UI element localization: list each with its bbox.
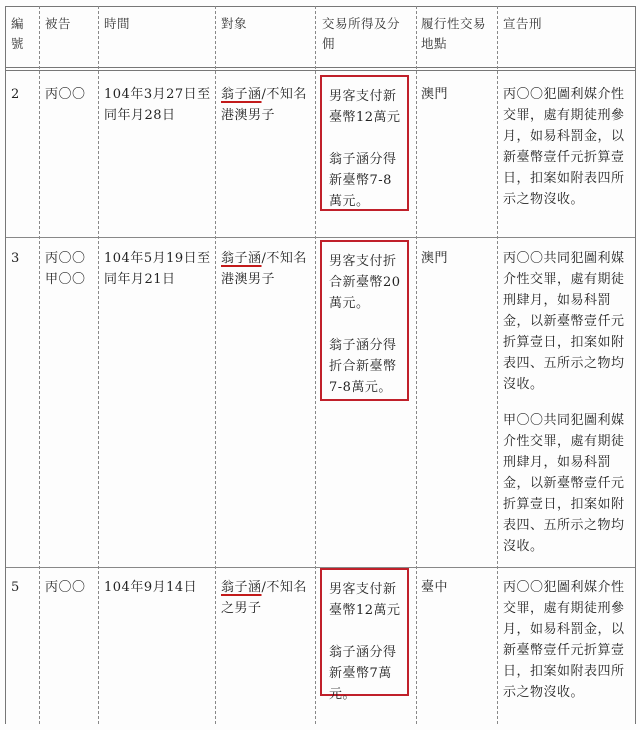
target-description: /不知名港澳男子 [221, 251, 307, 287]
column-divider [39, 6, 40, 724]
client-payment: 男客支付折合新臺幣20萬元。 [329, 254, 401, 311]
header-no: 編號 [11, 16, 25, 51]
target-name-underlined: 翁子涵 [221, 87, 262, 102]
transaction-place: 澳門 [421, 251, 449, 266]
column-divider [315, 6, 316, 724]
time-period: 104年3月27日至同年月28日 [104, 87, 211, 123]
sentence-text: 丙〇〇犯圖利媒介性交罪，處有期徒刑參月，如易科罰金，以新臺幣壹仟元折算壹日，扣案如附表四所示之物沒收。 [503, 580, 625, 700]
column-divider [497, 6, 498, 724]
transaction-place: 澳門 [421, 87, 449, 102]
target-name-underlined: 翁子涵 [221, 251, 262, 266]
sentence-text: 丙〇〇共同犯圖利媒介性交罪，處有期徒刑肆月，如易科罰金，以新臺幣壹仟元折算壹日，扣案如附表四、五所示之物均沒收。 [503, 251, 625, 392]
client-payment: 男客支付新臺幣12萬元 [329, 582, 401, 618]
income-highlight-box [320, 75, 409, 211]
case-number: 2 [11, 87, 20, 102]
case-number: 5 [11, 580, 20, 595]
sentence-text: 丙〇〇犯圖利媒介性交罪，處有期徒刑參月，如易科罰金，以新臺幣壹仟元折算壹日，扣案如附表四所示之物沒收。 [503, 87, 625, 207]
target-cell [221, 248, 313, 290]
header-defendant: 被告 [45, 16, 72, 31]
defendant-name: 丙〇〇 [45, 251, 86, 266]
income-highlight-box [320, 240, 409, 401]
client-payment: 男客支付新臺幣12萬元 [329, 89, 401, 125]
header-income: 交易所得及分佣 [322, 16, 401, 51]
target-cell [221, 577, 313, 619]
income-highlight-box [320, 568, 409, 702]
header-target: 對象 [221, 16, 248, 31]
row-divider [5, 237, 636, 238]
time-period: 104年5月19日至同年月21日 [104, 251, 211, 287]
header-bottom-border [5, 67, 636, 68]
target-description: /不知名港澳男子 [221, 87, 307, 123]
header-sentence: 宣告刑 [503, 16, 543, 31]
defendant-name: 丙〇〇 [45, 580, 86, 595]
share-amount: 翁子涵分得新臺幣7-8萬元。 [329, 152, 397, 209]
column-divider [416, 6, 417, 724]
sentence-text: 甲〇〇共同犯圖利媒介性交罪，處有期徒刑肆月，如易科罰金，以新臺幣壹仟元折算壹日，扣案如附表四、五所示之物均沒收。 [503, 413, 625, 554]
header-time: 時間 [104, 16, 131, 31]
header-place: 履行性交易地點 [421, 16, 487, 51]
share-amount: 翁子涵分得新臺幣7萬元。 [329, 645, 397, 702]
transaction-place: 臺中 [421, 580, 449, 595]
column-divider [98, 6, 99, 724]
table-right-border [635, 6, 636, 724]
table-top-border [5, 6, 636, 7]
share-amount: 翁子涵分得折合新臺幣7-8萬元。 [329, 338, 397, 395]
defendant-name: 丙〇〇 [45, 87, 86, 102]
defendant-name: 甲〇〇 [45, 272, 86, 287]
target-description: /不知名之男子 [221, 580, 307, 616]
target-cell [221, 84, 313, 126]
time-period: 104年9月14日 [104, 580, 198, 595]
column-divider [215, 6, 216, 724]
case-number: 3 [11, 251, 20, 266]
header-double-border [5, 70, 636, 71]
target-name-underlined: 翁子涵 [221, 580, 262, 595]
table-left-border [5, 6, 6, 724]
